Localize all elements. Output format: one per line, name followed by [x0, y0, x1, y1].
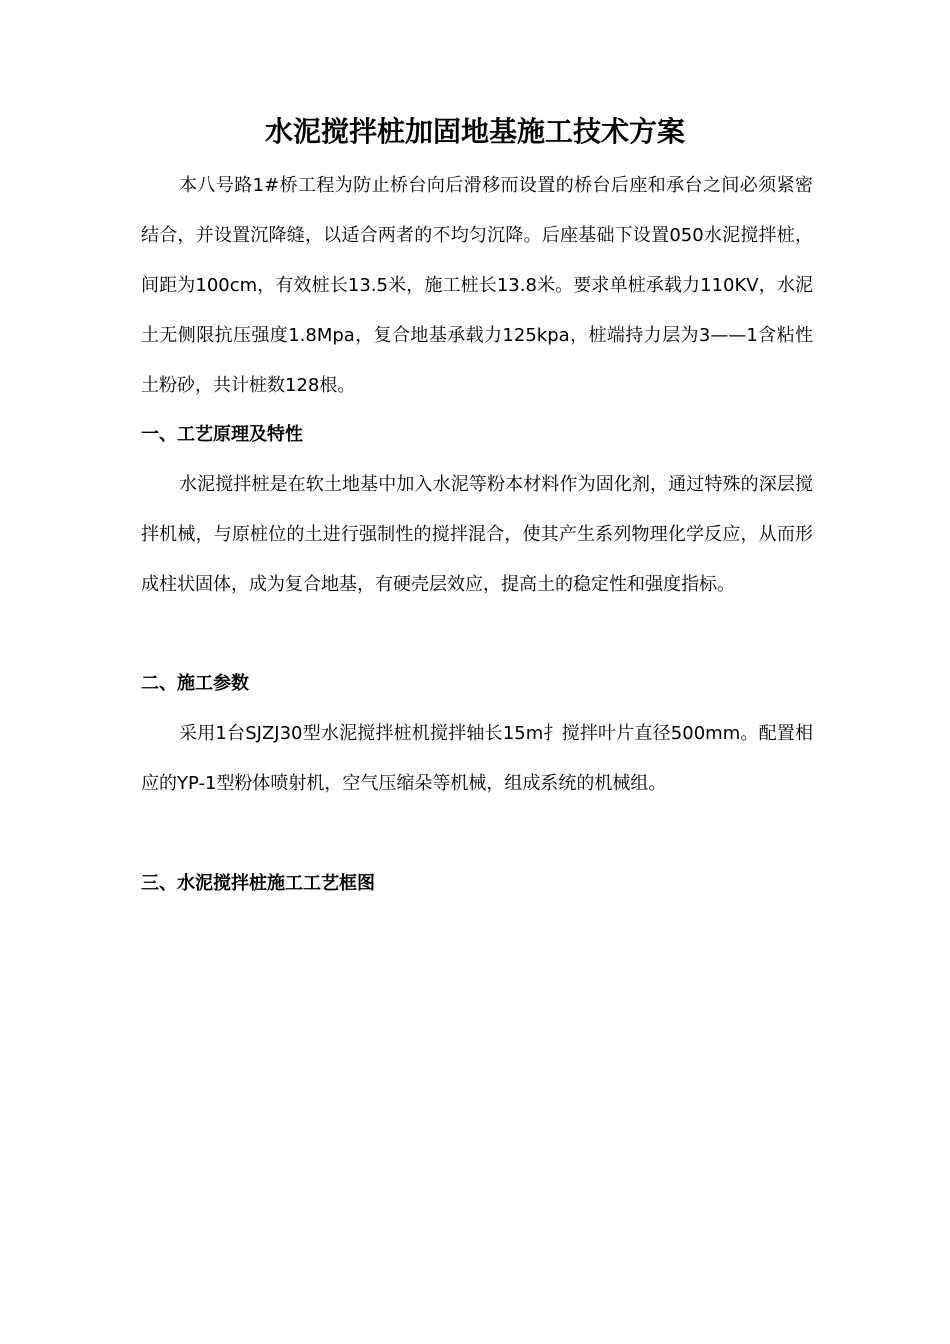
section-heading-flowchart: 三、水泥搅拌桩施工工艺框图 — [141, 873, 375, 894]
document-title: 水泥搅拌桩加固地基施工技术方案 — [264, 115, 685, 148]
section-heading-principle: 一、工艺原理及特性 — [141, 424, 303, 445]
section-heading-parameters: 二、施工参数 — [141, 673, 249, 694]
intro-paragraph — [141, 161, 813, 411]
section-paragraph-principle — [141, 460, 813, 610]
section-text-principle: 水泥搅拌桩是在软土地基中加入水泥等粉本材料作为固化剂，通过特殊的深层搅拌机械，与原桩位的土进行强制性的搅拌混合，使其产生系列物理化学反应，从而形成柱状固体，成为复合地基，有硬壳层效应，提高土的稳定性和强度指标。 — [141, 474, 813, 595]
section-text-parameters: 采用1台SJZJ30型水泥搅拌桩机搅拌轴长15m扌搅拌叶片直径500mm。配置相应的YP-1型粉体喷射机，空气压缩朵等机械，组成系统的机械组。 — [141, 723, 813, 794]
intro-text: 本八号路1#桥工程为防止桥台向后滑移而设置的桥台后座和承台之间必须紧密结合，并设置沉降缝，以适合两者的不均匀沉降。后座基础下设置050水泥搅拌桩，间距为100cm，有效桩长13.5米，施工桩长13.8米。要求单桩承载力110KV，水泥土无侧限抗压强度1.8Mpa，复合地基承载力125kpa，桩端持力层为3——1含粘性土粉砂，共计桩数128根。 — [141, 175, 813, 396]
section-paragraph-parameters — [141, 709, 813, 809]
